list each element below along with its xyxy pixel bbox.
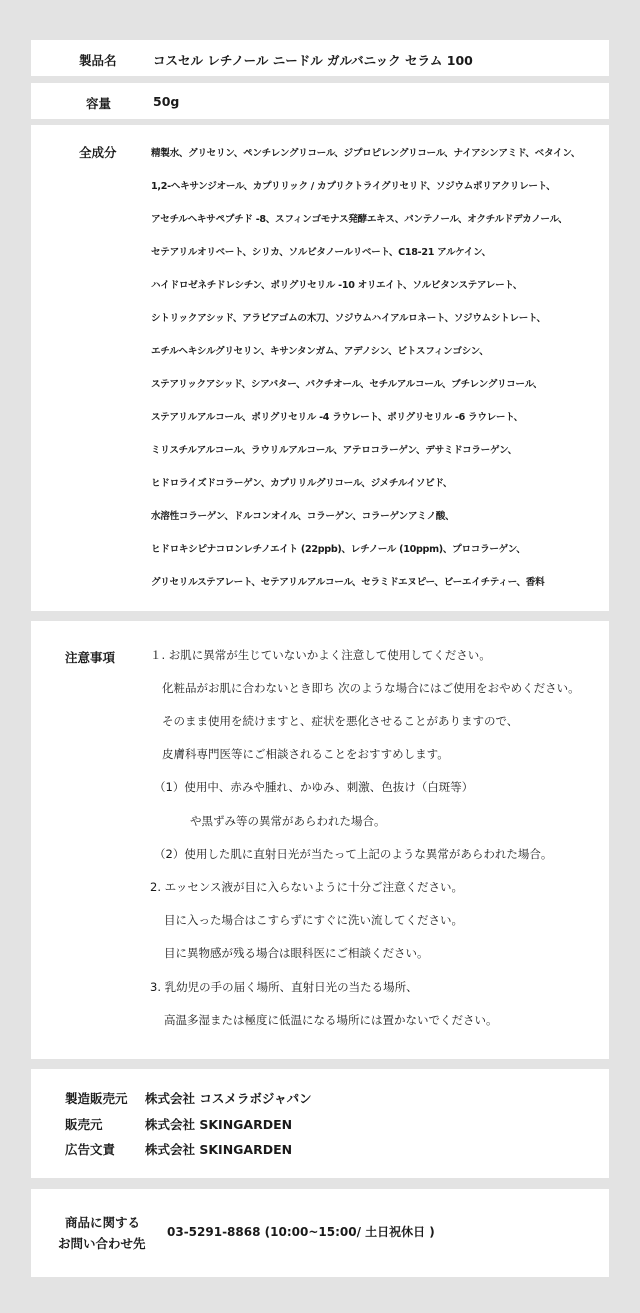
contact-section	[31, 1189, 609, 1277]
caution-line: （1）使用中、赤みや腫れ、かゆみ、刺激、色抜け（白斑等）	[154, 780, 474, 794]
caution-line: １. お肌に異常が生じていないかよく注意して使用してください。	[150, 648, 491, 662]
volume-section	[31, 83, 609, 119]
product-name-value: コスセル レチノール ニードル ガルバニック セラム 100	[153, 53, 473, 68]
ingredient-line: セテアリルオリベート、シリカ、ソルビタノールリベート、C18-21 アルケイン、	[151, 247, 491, 258]
distributor-label: 販売元	[65, 1117, 103, 1132]
manufacturer-label: 製造販売元	[65, 1091, 128, 1106]
contact-label-line2: お問い合わせ先	[58, 1236, 146, 1251]
ingredient-line: エチルヘキシルグリセリン、キサンタンガム、アデノシン、ビトスフィンゴシン、	[151, 346, 489, 357]
caution-line: 皮膚科専門医等にご相談されることをおすすめします。	[162, 747, 449, 761]
company-section	[31, 1069, 609, 1178]
contact-label-line1: 商品に関する	[65, 1215, 141, 1230]
volume-label: 容量	[86, 96, 112, 111]
cautions-label: 注意事項	[65, 650, 116, 665]
manufacturer-value: 株式会社 コスメラボジャパン	[145, 1091, 312, 1106]
caution-line: 高温多湿または極度に低温になる場所には置かないでください。	[164, 1013, 498, 1027]
caution-line: 3. 乳幼児の手の届く場所、直射日光の当たる場所、	[150, 980, 418, 994]
distributor-value: 株式会社 SKINGARDEN	[145, 1117, 293, 1132]
volume-value: 50g	[153, 94, 180, 109]
ingredients-label: 全成分	[79, 145, 117, 160]
ingredient-line: グリセリルステアレート、セテアリルアルコール、セラミドエヌピー、ビーエイチティー、香料	[151, 577, 545, 588]
caution-line: そのまま使用を続けますと、症状を悪化させることがありますので、	[162, 714, 519, 728]
caution-line: や黒ずみ等の異常があらわれた場合。	[190, 814, 386, 828]
advertiser-value: 株式会社 SKINGARDEN	[145, 1142, 293, 1157]
ingredient-line: ヒドロキシピナコロンレチノエイト (22ppb)、レチノール (10ppm)、プロコラーゲン、	[151, 544, 526, 555]
ingredient-line: 精製水、グリセリン、ペンチレングリコール、ジプロピレングリコール、ナイアシンアミド、ベタイン、	[151, 148, 581, 159]
ingredient-line: ミリスチルアルコール、ラウリルアルコール、アテロコラーゲン、デサミドコラーゲン、	[151, 445, 517, 456]
product-name-label: 製品名	[79, 53, 117, 68]
caution-line: 目に入った場合はこすらずにすぐに洗い流してください。	[164, 913, 463, 927]
ingredient-line: ヒドロライズドコラーゲン、カプリリルグリコール、ジメチルイソビド、	[151, 478, 453, 489]
ingredient-line: 1,2-ヘキサンジオール、カプリリック / カプリクトライグリセリド、ソジウムポリアクリレート、	[151, 181, 556, 192]
caution-line: （2）使用した肌に直射日光が当たって上記のような異常があらわれた場合。	[154, 847, 553, 861]
caution-line: 目に異物感が残る場合は眼科医にご相談ください。	[164, 946, 429, 960]
ingredient-line: ステアリルアルコール、ポリグリセリル -4 ラウレート、ポリグリセリル -6 ラウレート、	[151, 412, 523, 423]
ingredients-section	[31, 125, 609, 611]
ingredient-line: シトリックアシッド、アラビアゴムの木刀、ソジウムハイアルロネート、ソジウムシトレート、	[151, 313, 546, 324]
advertiser-label: 広告文責	[65, 1142, 116, 1157]
ingredient-line: 水溶性コラーゲン、ドルコンオイル、コラーゲン、コラーゲンアミノ酸、	[151, 511, 455, 522]
product-name-section	[31, 40, 609, 76]
contact-phone-hours: 03-5291-8868 (10:00~15:00/ 土日祝休日 )	[167, 1225, 435, 1239]
caution-line: 2. エッセンス液が目に入らないように十分ご注意ください。	[150, 880, 464, 894]
caution-line: 化粧品がお肌に合わないとき即ち 次のような場合にはご使用をおやめください。	[162, 681, 580, 695]
ingredient-line: アセチルヘキサペプチド -8、スフィンゴモナス発酵エキス、パンテノール、オクチルドデカノール、	[151, 214, 568, 225]
ingredient-line: ステアリックアシッド、シアバター、バクチオール、セチルアルコール、ブチレングリコール、	[151, 379, 543, 390]
ingredient-line: ハイドロゼネチドレシチン、ポリグリセリル -10 オリエイト、ソルビタンステアレート、	[151, 280, 523, 291]
